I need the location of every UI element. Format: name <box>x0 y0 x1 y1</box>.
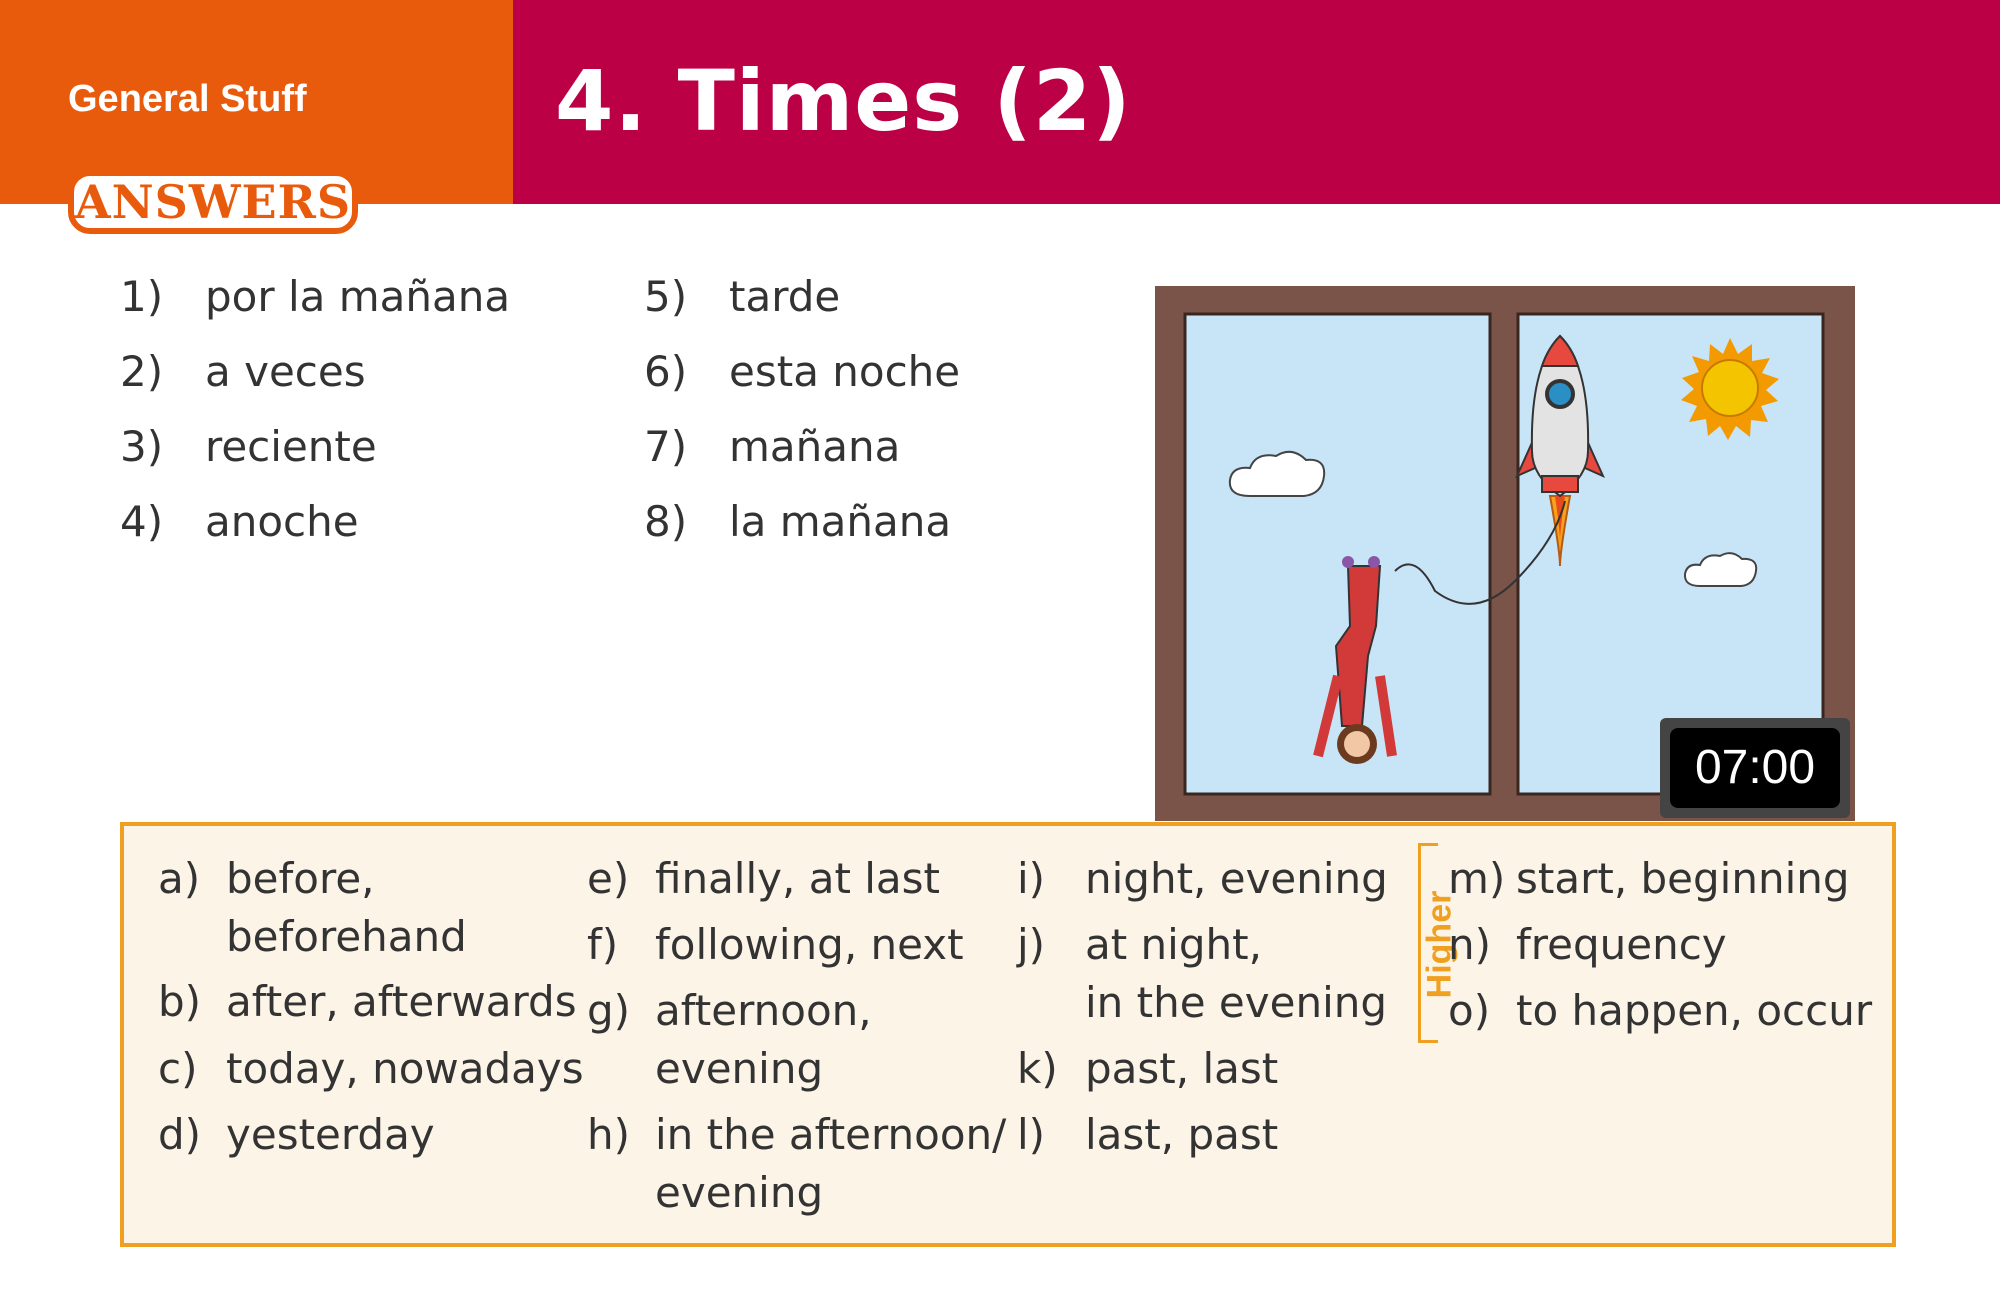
vocab-letter: a) <box>158 854 201 903</box>
vocab-letter: k) <box>1017 1044 1058 1093</box>
vocab-text: beforehand <box>226 912 467 961</box>
answer-number: 8) <box>644 497 688 546</box>
page-title: 4. Times (2) <box>555 52 1132 150</box>
answer-text: por la mañana <box>205 272 511 321</box>
section-label: General Stuff <box>68 78 307 120</box>
vocab-letter: g) <box>587 986 631 1035</box>
vocab-text: in the evening <box>1085 978 1388 1027</box>
answer-text: a veces <box>205 347 366 396</box>
vocab-letter: c) <box>158 1044 198 1093</box>
answer-text: anoche <box>205 497 359 546</box>
vocab-text: last, past <box>1085 1110 1279 1159</box>
vocab-text: evening <box>655 1044 824 1093</box>
vocab-letter: o) <box>1448 986 1491 1035</box>
vocab-letter: b) <box>158 977 202 1026</box>
vocab-letter: d) <box>158 1110 202 1159</box>
answer-number: 7) <box>644 422 688 471</box>
answer-number: 5) <box>644 272 688 321</box>
answer-number: 3) <box>120 422 164 471</box>
clock-display <box>1660 718 1850 818</box>
vocab-text: finally, at last <box>655 854 941 903</box>
answer-text: la mañana <box>729 497 952 546</box>
answer-number: 1) <box>120 272 164 321</box>
clock-time: 07:00 <box>1694 741 1816 794</box>
higher-label: Higher <box>1420 890 1459 999</box>
vocab-text: today, nowadays <box>226 1044 584 1093</box>
vocab-text: before, <box>226 854 375 903</box>
answer-number: 4) <box>120 497 164 546</box>
vocab-text: at night, <box>1085 920 1262 969</box>
vocab-text: night, evening <box>1085 854 1388 903</box>
vocab-text: start, beginning <box>1516 854 1850 903</box>
vocab-text: to happen, occur <box>1516 986 1873 1035</box>
vocab-letter: n) <box>1448 920 1492 969</box>
vocab-text: in the afternoon/ <box>655 1110 1007 1159</box>
answer-text: tarde <box>729 272 841 321</box>
answer-number: 2) <box>120 347 164 396</box>
vocab-letter: e) <box>587 854 630 903</box>
vocab-letter: i) <box>1017 854 1046 903</box>
vocab-letter: f) <box>587 920 619 969</box>
vocab-text: afternoon, <box>655 986 872 1035</box>
vocab-text: frequency <box>1516 920 1727 969</box>
vocab-text: after, afterwards <box>226 977 577 1026</box>
vocab-letter: m) <box>1448 854 1506 903</box>
vocab-letter: l) <box>1017 1110 1046 1159</box>
vocab-letter: h) <box>587 1110 631 1159</box>
vocab-letter: j) <box>1017 920 1046 969</box>
vocab-text: following, next <box>655 920 964 969</box>
window-pane-left <box>1185 314 1490 794</box>
answer-number: 6) <box>644 347 688 396</box>
vocab-text: evening <box>655 1168 824 1217</box>
answers-badge: ANSWERS <box>68 170 358 234</box>
window-illustration <box>1155 286 1855 821</box>
vocab-text: yesterday <box>226 1110 435 1159</box>
answer-text: esta noche <box>729 347 961 396</box>
answer-text: reciente <box>205 422 377 471</box>
answer-text: mañana <box>729 422 901 471</box>
vocab-text: past, last <box>1085 1044 1279 1093</box>
